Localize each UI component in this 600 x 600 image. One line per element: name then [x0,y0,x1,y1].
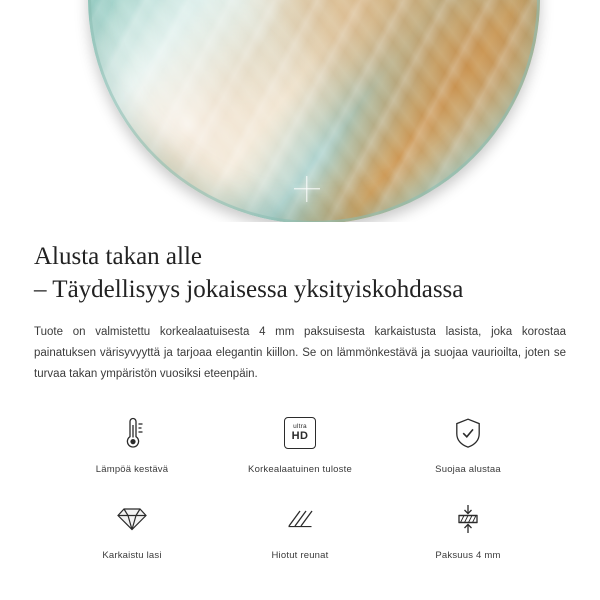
feature-label: Suojaa alustaa [435,464,501,475]
feature-item [216,497,384,561]
diamond-icon [109,497,155,541]
feature-label: Hiotut reunat [271,550,329,561]
thermometer-icon [109,411,155,455]
feature-label: Paksuus 4 mm [435,550,501,561]
polished-edges-icon [277,497,323,541]
round-glass-board-image [88,0,540,222]
feature-label: Lämpöä kestävä [95,464,169,475]
description-paragraph: Tuote on valmistettu korkealaatuisesta 4 mm paksuisesta karkaistusta lasista, joka korostaa painatuksen värisyvyyttä ja tarjoaa elegantin kiillon. Se on lämmönkestävä ja suojaa vaurioilta, joten se turvaa takan ympäristön vuosiksi eteenpäin. [34,326,566,380]
ultra-hd-badge-top: ultra [293,422,307,430]
feature-label: Korkealaatuinen tuloste [248,464,352,475]
page-title [34,240,566,306]
page-title-line-2: – Täydellisyys jokaisessa yksityiskohdassa [34,276,464,303]
shield-check-icon [445,411,491,455]
content-section [0,240,600,561]
feature-item [48,411,216,475]
feature-item [384,411,552,475]
feature-item [384,497,552,561]
hero-image [0,0,600,222]
page-title-line-1: Alusta takan alle [34,243,202,270]
ultra-hd-icon [277,411,323,455]
feature-grid [34,411,566,561]
feature-label: Karkaistu lasi [102,550,162,561]
feature-item [216,411,384,475]
feature-item [48,497,216,561]
ultra-hd-badge-bottom: HD [291,430,309,443]
thickness-arrows-icon [445,497,491,541]
